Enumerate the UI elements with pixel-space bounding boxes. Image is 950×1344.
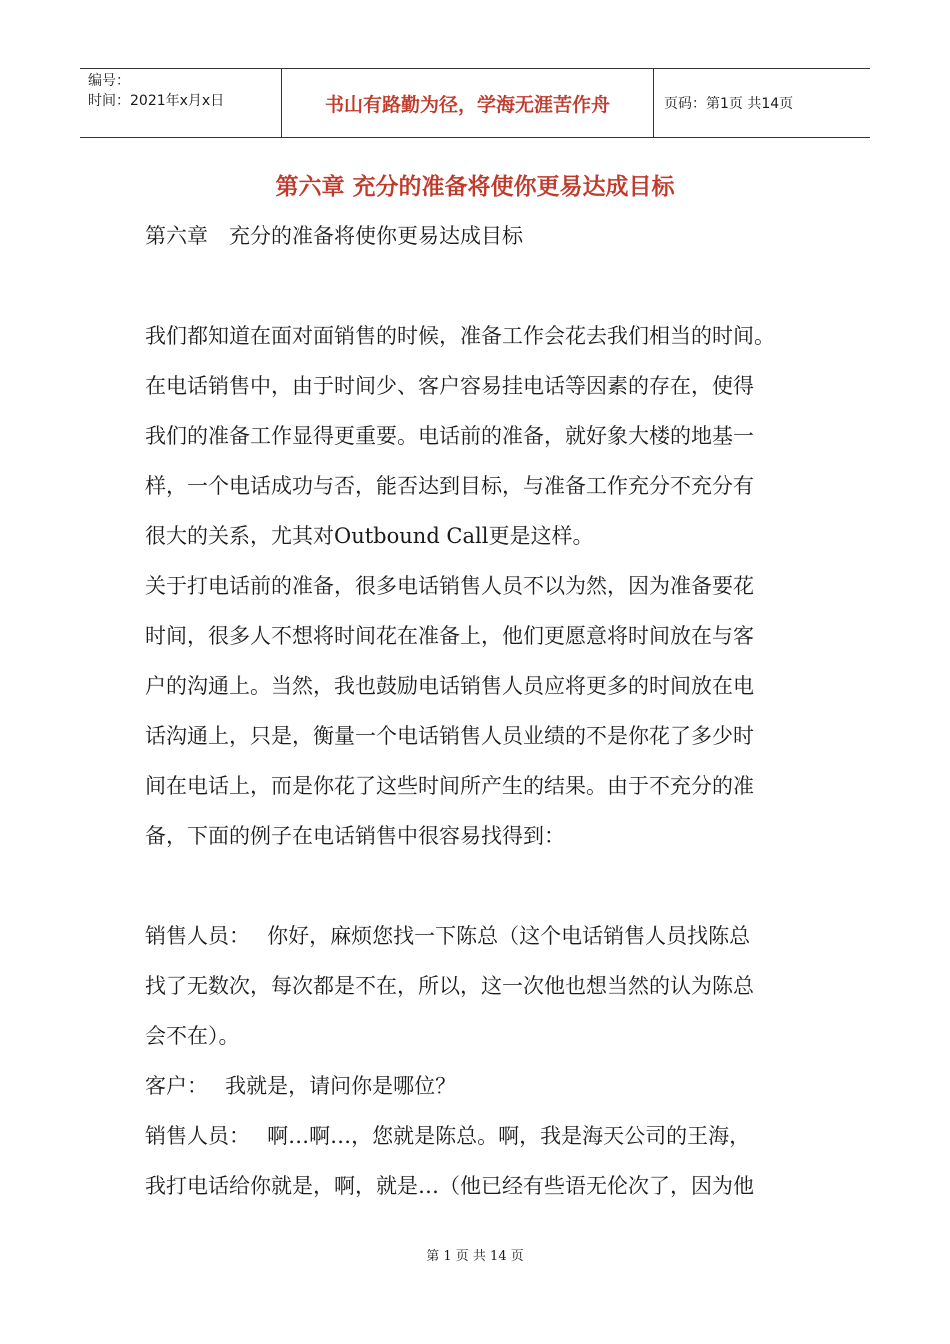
text-line: 找了无数次，每次都是不在，所以，这一次他也想当然的认为陈总 bbox=[145, 974, 754, 998]
subtitle: 第六章 充分的准备将使你更易达成目标 bbox=[145, 224, 523, 248]
text-line: 很大的关系，尤其对Outbound Call更是这样。 bbox=[145, 524, 594, 548]
text-line: 样，一个电话成功与否，能否达到目标，与准备工作充分不充分有 bbox=[145, 474, 754, 498]
text-line: 户的沟通上。当然，我也鼓励电话销售人员应将更多的时间放在电 bbox=[145, 674, 754, 698]
spacer bbox=[145, 866, 825, 916]
spacer bbox=[145, 266, 825, 316]
text-line: 会不在）。 bbox=[145, 1024, 240, 1048]
dialog-customer: 客户： 我就是，请问你是哪位？ bbox=[145, 1074, 457, 1098]
chapter-title: 第六章 充分的准备将使你更易达成目标 bbox=[275, 174, 675, 200]
number-label: 编号： bbox=[88, 73, 130, 89]
text-line: 我们都知道在面对面销售的时候，准备工作会花去我们相当的时间。 bbox=[145, 324, 775, 348]
text-line: 间在电话上，而是你花了这些时间所产生的结果。由于不充分的准 bbox=[145, 774, 754, 798]
text-line: 时间，很多人不想将时间花在准备上，他们更愿意将时间放在与客 bbox=[145, 624, 754, 648]
paragraph-1 bbox=[145, 316, 825, 566]
header-meta-cell bbox=[80, 69, 282, 137]
time-label: 时间：2021年x月x日 bbox=[88, 93, 225, 109]
text-line: 话沟通上，只是，衡量一个电话销售人员业绩的不是你花了多少时 bbox=[145, 724, 754, 748]
text-line: 我打电话给你就是，啊，就是…（他已经有些语无伦次了，因为他 bbox=[145, 1174, 754, 1198]
text-line: 我们的准备工作显得更重要。电话前的准备，就好象大楼的地基一 bbox=[145, 424, 754, 448]
document-body bbox=[145, 216, 825, 1216]
dialog-sales-2 bbox=[145, 1116, 825, 1216]
header-motto: 书山有路勤为径，学海无涯苦作舟 bbox=[282, 69, 654, 137]
header-page-info: 页码：第1页 共14页 bbox=[664, 96, 794, 112]
paragraph-2 bbox=[145, 566, 825, 866]
text-line: 销售人员： 你好，麻烦您找一下陈总（这个电话销售人员找陈总 bbox=[145, 924, 751, 948]
text-line: 销售人员： 啊…啊…，您就是陈总。啊，我是海天公司的王海， bbox=[145, 1124, 751, 1148]
page-footer: 第 1 页 共 14 页 bbox=[426, 1249, 524, 1264]
text-line: 备，下面的例子在电话销售中很容易找得到： bbox=[145, 824, 565, 848]
dialog-sales-1 bbox=[145, 916, 825, 1066]
header-table bbox=[80, 68, 870, 138]
text-line: 在电话销售中，由于时间少、客户容易挂电话等因素的存在，使得 bbox=[145, 374, 754, 398]
text-line: 关于打电话前的准备，很多电话销售人员不以为然，因为准备要花 bbox=[145, 574, 754, 598]
